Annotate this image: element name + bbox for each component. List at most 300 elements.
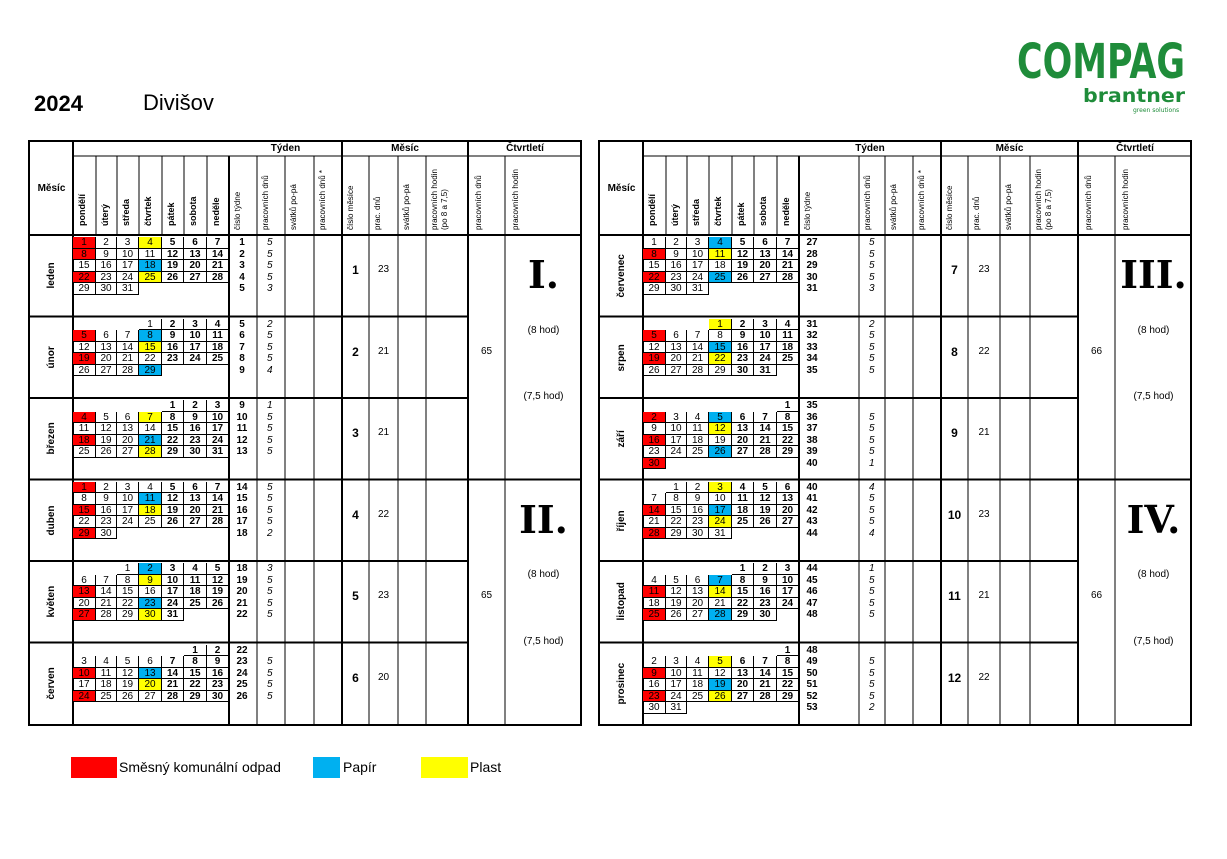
calendar-day: 19 — [207, 586, 229, 598]
week-number: 34 — [806, 353, 818, 364]
calendar-day: 27 — [687, 609, 709, 621]
calendar-day: 21 — [96, 598, 117, 610]
calendar-day: 1 — [643, 237, 666, 249]
calendar-day: 19 — [117, 679, 139, 691]
header-week-col: pracovních dnů — [261, 175, 270, 230]
week-working-days: 5 — [869, 271, 875, 283]
calendar-day: 7 — [687, 330, 709, 342]
week-working-days: 5 — [869, 504, 875, 516]
calendar-day: 5 — [754, 482, 777, 494]
week-number: 18 — [236, 527, 248, 539]
month-working-days: 23 — [377, 590, 390, 601]
calendar-day: 15 — [666, 505, 687, 517]
header-day: pondělí — [77, 194, 87, 226]
week-number: 36 — [806, 411, 818, 423]
calendar-day: 29 — [777, 446, 799, 458]
calendar-day: 27 — [73, 609, 96, 621]
week-number: 18 — [236, 563, 248, 574]
month-number: 3 — [352, 426, 359, 440]
week-number: 13 — [236, 446, 248, 457]
calendar-day: 14 — [709, 586, 732, 598]
calendar-day: 10 — [754, 330, 777, 342]
month-working-days: 21 — [377, 345, 390, 357]
calendar-day: 30 — [184, 446, 207, 458]
week-working-days: 5 — [869, 656, 875, 667]
calendar-day: 15 — [162, 423, 184, 435]
calendar-day: 29 — [73, 528, 96, 540]
month-name: únor — [46, 346, 57, 369]
month-name: říjen — [616, 509, 627, 531]
calendar-day: 13 — [666, 342, 687, 354]
calendar-day: 17 — [666, 679, 687, 691]
calendar-day: 1 — [777, 645, 799, 657]
week-working-days: 5 — [869, 434, 875, 446]
calendar-day: 15 — [777, 423, 799, 435]
week-number: 39 — [806, 446, 818, 457]
week-number: 6 — [239, 330, 245, 341]
logo-main-text: COMPAG — [1017, 34, 1185, 90]
week-working-days: 5 — [267, 423, 273, 434]
calendar-day: 3 — [709, 482, 732, 494]
calendar-day: 20 — [184, 260, 207, 272]
compag-logo — [1015, 34, 1190, 114]
calendar-day: 18 — [96, 679, 117, 691]
week-number: 38 — [806, 434, 818, 446]
calendar-day: 25 — [643, 609, 666, 621]
calendar-day: 29 — [709, 365, 732, 377]
calendar-day: 3 — [687, 237, 709, 249]
week-number: 24 — [236, 667, 248, 679]
calendar-day: 20 — [96, 353, 117, 365]
header-day: neděle — [211, 197, 221, 226]
calendar-day: 23 — [666, 272, 687, 284]
calendar-day: 5 — [162, 237, 184, 249]
week-number: 30 — [806, 271, 818, 283]
calendar-day: 18 — [732, 505, 754, 517]
calendar-day: 8 — [777, 412, 799, 424]
calendar-day: 11 — [139, 493, 162, 505]
calendar-day: 21 — [643, 516, 666, 528]
calendar-day: 29 — [73, 283, 96, 295]
week-working-days: 5 — [267, 481, 273, 493]
calendar-day: 29 — [162, 446, 184, 458]
calendar-day: 10 — [117, 493, 139, 505]
week-number: 19 — [236, 574, 248, 586]
calendar-day: 13 — [732, 668, 754, 680]
month-working-days: 22 — [377, 508, 390, 520]
calendar-day: 6 — [777, 482, 799, 494]
calendar-day: 2 — [139, 563, 162, 575]
calendar-day: 14 — [687, 342, 709, 354]
calendar-day: 22 — [73, 516, 96, 528]
calendar-day: 1 — [139, 319, 162, 331]
calendar-day: 30 — [643, 702, 666, 714]
month-number: 7 — [951, 263, 958, 277]
legend-swatch-mixed-waste — [71, 757, 117, 778]
calendar-day: 31 — [687, 283, 709, 295]
calendar-day: 24 — [687, 272, 709, 284]
calendar-day: 22 — [777, 679, 799, 691]
quarter-hours-8: (8 hod) — [1137, 569, 1170, 580]
calendar-day: 29 — [117, 609, 139, 621]
calendar-day: 25 — [139, 272, 162, 284]
calendar-day: 4 — [687, 412, 709, 424]
header-week-col: číslo týdne — [233, 191, 242, 230]
calendar-day: 26 — [207, 598, 229, 610]
calendar-day: 3 — [754, 319, 777, 331]
calendar-day: 7 — [117, 330, 139, 342]
calendar-day: 25 — [777, 353, 799, 365]
calendar-day: 11 — [687, 668, 709, 680]
calendar-day: 13 — [732, 423, 754, 435]
calendar-day: 9 — [96, 493, 117, 505]
logo-tagline: green solutions — [1133, 107, 1180, 114]
week-number: 8 — [239, 353, 245, 364]
calendar-day: 6 — [139, 656, 162, 668]
calendar-day: 3 — [117, 482, 139, 494]
calendar-day: 20 — [73, 598, 96, 610]
calendar-day: 10 — [687, 249, 709, 261]
calendar-day: 4 — [184, 563, 207, 575]
calendar-day: 20 — [139, 679, 162, 691]
calendar-day: 11 — [777, 330, 799, 342]
calendar-day: 20 — [117, 435, 139, 447]
calendar-day: 6 — [73, 575, 96, 587]
calendar-day: 28 — [162, 691, 184, 703]
quarter-hours-75: (7,5 hod) — [1133, 391, 1174, 402]
calendar-day: 22 — [643, 272, 666, 284]
calendar-day: 6 — [96, 330, 117, 342]
calendar-day: 20 — [754, 260, 777, 272]
calendar-day: 24 — [709, 516, 732, 528]
header-week-col: číslo týdne — [803, 191, 812, 230]
header-quarter-col: pracovních hodin — [1121, 169, 1130, 230]
week-working-days: 3 — [267, 563, 273, 574]
header-day: pátek — [166, 202, 176, 226]
calendar-day: 23 — [96, 272, 117, 284]
calendar-day: 4 — [73, 412, 96, 424]
week-working-days: 1 — [869, 563, 875, 574]
calendar-day: 31 — [709, 528, 732, 540]
calendar-day: 15 — [139, 342, 162, 354]
header-month-col: svátků po-pá — [402, 184, 411, 230]
month-name: září — [616, 430, 627, 448]
calendar-day: 28 — [709, 609, 732, 621]
header-day: čtvrtek — [143, 196, 153, 226]
week-number: 17 — [236, 516, 248, 527]
header-week-col: svátků po-pá — [889, 184, 898, 230]
calendar-day: 27 — [666, 365, 687, 377]
calendar-day: 6 — [754, 237, 777, 249]
week-working-days: 5 — [869, 353, 875, 364]
week-number: 48 — [806, 609, 818, 620]
calendar-day: 18 — [139, 505, 162, 517]
month-name: listopad — [616, 582, 627, 621]
calendar-day: 14 — [207, 493, 229, 505]
week-number: 52 — [806, 690, 818, 702]
logo-sub-text: brantner — [1083, 85, 1186, 107]
calendar-day: 4 — [139, 482, 162, 494]
header-day: čtvrtek — [713, 196, 723, 226]
calendar-day: 5 — [643, 330, 666, 342]
calendar-day: 18 — [139, 260, 162, 272]
month-working-days: 21 — [978, 427, 990, 438]
calendar-day: 14 — [162, 668, 184, 680]
calendar-day: 3 — [666, 412, 687, 424]
week-working-days: 5 — [267, 411, 273, 423]
calendar-day: 27 — [732, 691, 754, 703]
week-number: 37 — [806, 423, 818, 434]
calendar-day: 13 — [96, 342, 117, 354]
calendar-day: 7 — [754, 412, 777, 424]
calendar-day: 4 — [643, 575, 666, 587]
calendar-day: 16 — [184, 423, 207, 435]
calendar-day: 30 — [643, 458, 666, 470]
week-number: 27 — [806, 237, 818, 248]
calendar-day: 24 — [666, 446, 687, 458]
calendar-day: 25 — [207, 353, 229, 365]
quarter-hours-8: (8 hod) — [1137, 324, 1170, 336]
calendar-day: 20 — [732, 679, 754, 691]
header-day: sobota — [188, 196, 198, 226]
header-month-group: Měsíc — [391, 143, 419, 154]
header-day: úterý — [670, 203, 680, 226]
month-working-days: 20 — [377, 671, 390, 683]
calendar-day: 24 — [117, 272, 139, 284]
calendar-day: 26 — [732, 272, 754, 284]
calendar-day: 13 — [184, 249, 207, 261]
week-number: 5 — [239, 283, 245, 294]
calendar-day: 13 — [754, 249, 777, 261]
week-number: 49 — [806, 656, 818, 667]
week-working-days: 5 — [267, 248, 273, 260]
week-working-days: 5 — [869, 364, 875, 376]
calendar-day: 2 — [162, 319, 184, 331]
header-week-col: pracovních dnů — [863, 175, 872, 230]
week-number: 32 — [806, 330, 818, 341]
calendar-day: 7 — [643, 493, 666, 505]
week-working-days: 5 — [869, 330, 875, 341]
calendar-day: 8 — [666, 493, 687, 505]
calendar-day: 30 — [666, 283, 687, 295]
calendar-day: 8 — [643, 249, 666, 261]
calendar-day: 10 — [207, 412, 229, 424]
week-number: 26 — [236, 690, 248, 702]
calendar-day: 23 — [207, 679, 229, 691]
calendar-day: 30 — [732, 365, 754, 377]
week-working-days: 5 — [267, 446, 273, 457]
calendar-day: 5 — [709, 412, 732, 424]
week-number: 11 — [236, 423, 248, 434]
calendar-day: 5 — [117, 656, 139, 668]
week-working-days: 2 — [267, 527, 273, 539]
calendar-day: 3 — [73, 656, 96, 668]
calendar-day: 14 — [117, 342, 139, 354]
week-working-days: 5 — [869, 341, 875, 353]
legend-label-plastic: Plast — [470, 759, 502, 775]
calendar-day: 7 — [754, 656, 777, 668]
calendar-day: 6 — [732, 412, 754, 424]
calendar-day: 17 — [184, 342, 207, 354]
calendar-day: 7 — [96, 575, 117, 587]
calendar-day: 24 — [207, 435, 229, 447]
calendar-day: 5 — [732, 237, 754, 249]
week-working-days: 5 — [869, 574, 875, 586]
calendar-day: 12 — [732, 249, 754, 261]
calendar-day: 2 — [184, 400, 207, 412]
week-number: 46 — [806, 586, 818, 597]
calendar-day: 16 — [666, 260, 687, 272]
calendar-day: 4 — [96, 656, 117, 668]
week-number: 45 — [806, 574, 818, 586]
calendar-day: 10 — [162, 575, 184, 587]
calendar-day: 12 — [117, 668, 139, 680]
calendar-day: 27 — [184, 516, 207, 528]
calendar-day: 19 — [709, 679, 732, 691]
calendar-day: 29 — [666, 528, 687, 540]
calendar-day: 8 — [709, 330, 732, 342]
header-month: Měsíc — [37, 183, 66, 194]
week-working-days: 5 — [267, 237, 273, 248]
quarter-roman: II. — [519, 496, 568, 542]
month-name: březen — [46, 422, 57, 455]
calendar-day: 19 — [643, 353, 666, 365]
week-number: 4 — [239, 271, 245, 283]
header-quarter-col: pracovních hodin — [511, 169, 520, 230]
calendar-day: 1 — [117, 563, 139, 575]
quarter-working-days: 66 — [1090, 345, 1103, 357]
calendar-day: 19 — [732, 260, 754, 272]
calendar-day: 24 — [162, 598, 184, 610]
calendar-day: 12 — [73, 342, 96, 354]
calendar-day: 8 — [162, 412, 184, 424]
calendar-day: 23 — [96, 516, 117, 528]
calendar-day: 13 — [117, 423, 139, 435]
calendar-day: 11 — [732, 493, 754, 505]
calendar-day: 3 — [777, 563, 799, 575]
calendar-day: 11 — [687, 423, 709, 435]
calendar-day: 24 — [184, 353, 207, 365]
quarter-working-days: 65 — [480, 345, 493, 357]
month-name: leden — [46, 262, 57, 289]
calendar-day: 29 — [732, 609, 754, 621]
calendar-day: 10 — [666, 423, 687, 435]
calendar-day: 22 — [777, 435, 799, 447]
calendar-day: 23 — [687, 516, 709, 528]
week-number: 21 — [236, 597, 248, 609]
week-working-days: 5 — [267, 679, 273, 690]
calendar-day: 26 — [754, 516, 777, 528]
month-name: červenec — [616, 254, 627, 298]
header-month-col: číslo měsíce — [346, 185, 355, 230]
week-number: 14 — [236, 481, 248, 493]
week-working-days: 5 — [869, 679, 875, 690]
week-working-days: 2 — [869, 702, 875, 713]
week-working-days: 5 — [869, 423, 875, 434]
calendar-day: 18 — [643, 598, 666, 610]
calendar-day: 27 — [117, 446, 139, 458]
calendar-day: 27 — [139, 691, 162, 703]
calendar-day: 16 — [162, 342, 184, 354]
calendar-day: 15 — [709, 342, 732, 354]
legend-swatch-paper — [313, 757, 340, 778]
week-number: 10 — [236, 411, 248, 423]
header-day: pátek — [736, 202, 746, 226]
calendar-day: 12 — [709, 668, 732, 680]
month-name: červen — [46, 667, 57, 700]
city-title: Divišov — [143, 90, 214, 115]
calendar-day: 22 — [73, 272, 96, 284]
quarter-hours-8: (8 hod) — [527, 569, 560, 580]
calendar-day: 21 — [754, 679, 777, 691]
calendar-day: 3 — [184, 319, 207, 331]
week-working-days — [859, 400, 885, 412]
calendar-day: 19 — [73, 353, 96, 365]
calendar-day: 1 — [666, 482, 687, 494]
quarter-working-days: 66 — [1090, 590, 1103, 601]
calendar-day: 26 — [643, 365, 666, 377]
quarter-hours-75: (7,5 hod) — [1133, 635, 1174, 647]
week-number: 15 — [236, 493, 248, 504]
calendar-day: 1 — [732, 563, 754, 575]
calendar-day: 13 — [687, 586, 709, 598]
week-working-days: 5 — [267, 516, 273, 527]
week-working-days: 3 — [267, 283, 273, 294]
calendar-day: 5 — [96, 412, 117, 424]
week-working-days: 5 — [267, 504, 273, 516]
calendar-day: 8 — [117, 575, 139, 587]
calendar-day: 21 — [777, 260, 799, 272]
calendar-day: 8 — [139, 330, 162, 342]
week-working-days: 5 — [869, 446, 875, 457]
calendar-day: 31 — [207, 446, 229, 458]
week-working-days: 5 — [267, 690, 273, 702]
week-working-days: 2 — [869, 318, 875, 330]
calendar-day: 9 — [643, 668, 666, 680]
calendar-day: 23 — [162, 353, 184, 365]
week-number: 42 — [806, 504, 818, 516]
calendar-day: 9 — [754, 575, 777, 587]
calendar-day: 2 — [643, 656, 666, 668]
calendar-day: 30 — [207, 691, 229, 703]
month-number: 10 — [947, 507, 962, 522]
week-number: 47 — [806, 597, 818, 609]
calendar-day: 21 — [754, 435, 777, 447]
calendar-day: 30 — [139, 609, 162, 621]
calendar-day: 2 — [754, 563, 777, 575]
calendar-day: 22 — [709, 353, 732, 365]
month-working-days: 22 — [978, 671, 990, 683]
calendar-day: 6 — [687, 575, 709, 587]
header-day: neděle — [781, 197, 791, 226]
calendar-day: 26 — [117, 691, 139, 703]
calendar-panel-second-half — [598, 140, 1192, 726]
calendar-day: 24 — [666, 691, 687, 703]
header-quarter-col: pracovních dnů — [474, 175, 483, 230]
calendar-day: 16 — [643, 679, 666, 691]
calendar-day: 14 — [96, 586, 117, 598]
week-working-days: 4 — [869, 527, 875, 539]
calendar-day: 3 — [207, 400, 229, 412]
header-month-col: číslo měsíce — [945, 185, 954, 230]
calendar-day: 20 — [777, 505, 799, 517]
calendar-day: 1 — [73, 482, 96, 494]
calendar-day: 16 — [96, 260, 117, 272]
calendar-day: 14 — [754, 668, 777, 680]
header-month-col: prac. dnů — [972, 196, 981, 230]
calendar-day: 15 — [643, 260, 666, 272]
week-number: 22 — [236, 609, 248, 620]
